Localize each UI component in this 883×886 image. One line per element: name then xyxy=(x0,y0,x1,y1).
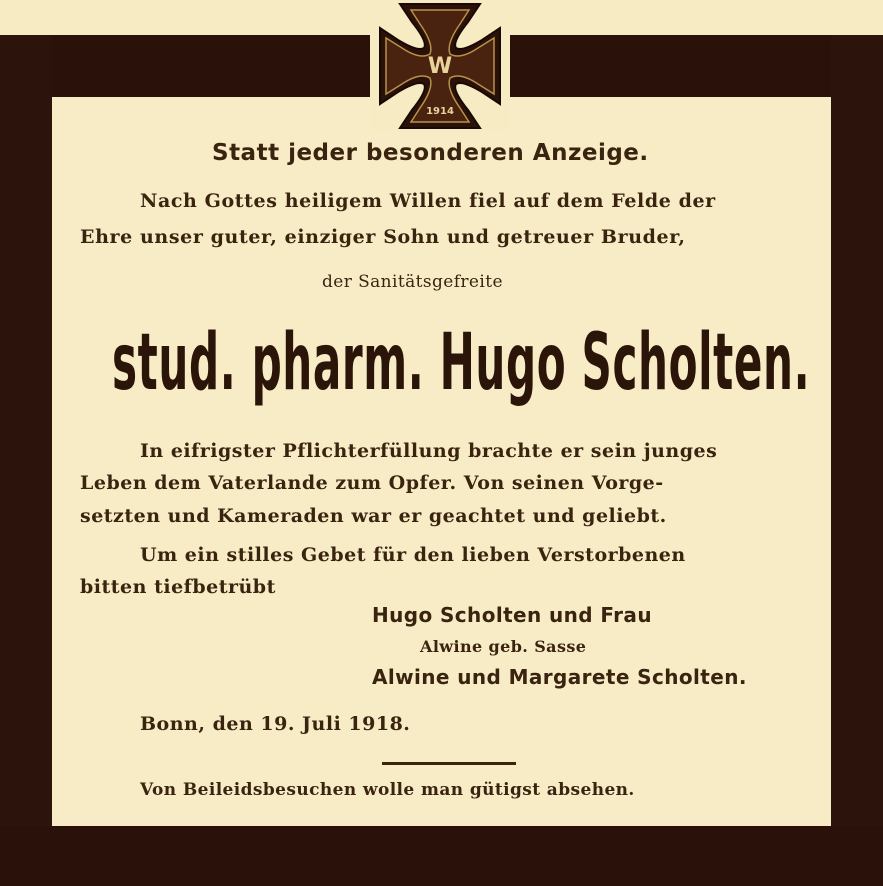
paragraph2-line2: Leben dem Vaterlande zum Opfer. Von seinen Vorge- xyxy=(80,472,664,494)
notice-headline: Statt jeder besonderen Anzeige. xyxy=(212,140,649,166)
paragraph2-line3: setzten und Kameraden war er geachtet und geliebt. xyxy=(80,505,667,527)
iron-cross-icon xyxy=(378,2,502,130)
place-and-date: Bonn, den 19. Juli 1918. xyxy=(140,713,411,735)
cross-year: 1914 xyxy=(426,106,454,117)
signature-sisters: Alwine und Margarete Scholten. xyxy=(372,665,747,689)
paragraph2-line1: In eifrigster Pflichterfüllung brachte er sein junges xyxy=(140,440,718,462)
signature-mother-maiden-name: Alwine geb. Sasse xyxy=(420,637,587,656)
deceased-rank: der Sanitätsgefreite xyxy=(322,272,503,292)
mourning-frame-left xyxy=(0,35,52,886)
paragraph3-line2: bitten tiefbetrübt xyxy=(80,576,276,598)
paragraph1-line2: Ehre unser guter, einziger Sohn und getreuer Bruder, xyxy=(80,226,686,248)
paragraph3-line1: Um ein stilles Gebet für den lieben Verstorbenen xyxy=(140,544,686,566)
deceased-name: stud. pharm. Hugo Scholten. xyxy=(112,318,811,408)
iron-cross-emblem xyxy=(370,0,510,132)
mourning-frame-bottom xyxy=(0,826,883,886)
mourning-frame-right xyxy=(831,35,883,886)
cross-letter: W xyxy=(427,54,453,79)
divider-rule xyxy=(382,762,516,765)
condolence-note: Von Beileidsbesuchen wolle man gütigst absehen. xyxy=(140,780,635,800)
signature-parents: Hugo Scholten und Frau xyxy=(372,603,652,627)
paragraph1-line1: Nach Gottes heiligem Willen fiel auf dem Felde der xyxy=(140,190,716,212)
